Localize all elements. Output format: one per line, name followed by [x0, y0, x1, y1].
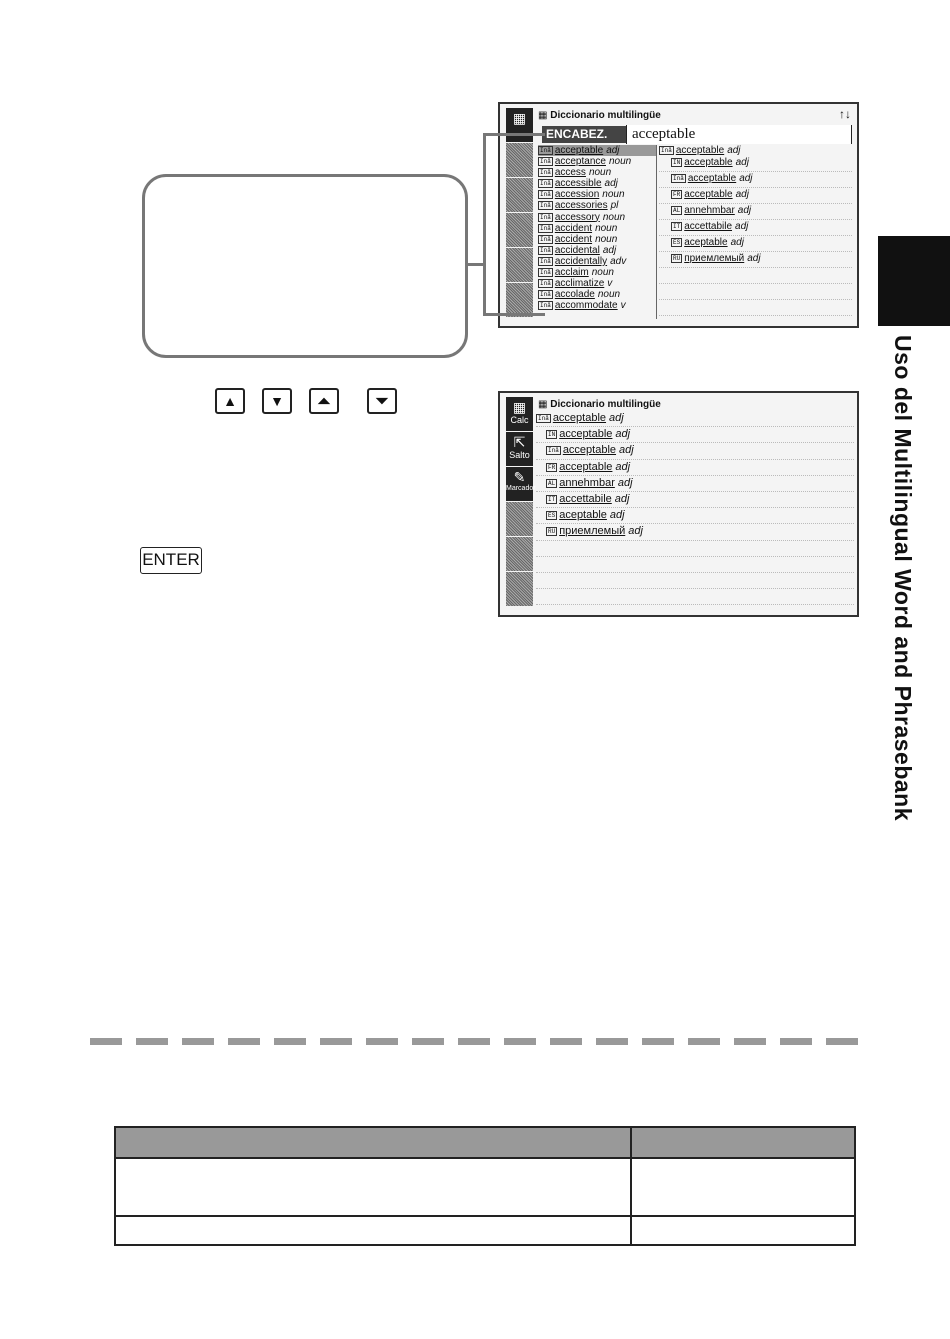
part-of-speech: adv: [610, 255, 627, 267]
entry-word: acceptable: [559, 460, 613, 473]
column-divider: [656, 145, 657, 319]
empty-line: [536, 541, 854, 557]
language-tag: Inå: [540, 213, 551, 221]
translation-item[interactable]: [536, 492, 854, 508]
part-of-speech: noun: [595, 233, 618, 245]
language-tag: Inå: [540, 147, 551, 154]
part-of-speech: v: [620, 300, 626, 312]
section-title: Uso del Multilingual Word and Phrasebank: [890, 335, 916, 822]
callout-connector: [467, 263, 483, 266]
entry-word: acceptance: [554, 156, 606, 168]
empty-line: [659, 300, 852, 316]
calculator-button[interactable]: [506, 108, 533, 142]
part-of-speech: adj: [609, 412, 624, 424]
salto-button[interactable]: [506, 432, 533, 466]
part-of-speech: adj: [730, 237, 744, 248]
marcador-label: Marcador: [506, 485, 536, 492]
screen-translations: [498, 391, 859, 617]
language-tag: IT: [673, 223, 681, 230]
list-item[interactable]: [538, 289, 656, 300]
translation-item: [659, 156, 852, 172]
language-tag: Inå: [540, 257, 551, 265]
marcador-button[interactable]: [506, 467, 536, 501]
table-header-cell: [115, 1127, 631, 1158]
search-input[interactable]: acceptable: [626, 125, 852, 144]
table-row: [115, 1158, 855, 1216]
part-of-speech: adj: [735, 189, 749, 200]
part-of-speech: noun: [602, 189, 625, 201]
head-entry: [659, 145, 852, 156]
translation-item[interactable]: [536, 460, 854, 476]
dashed-divider: [90, 1038, 860, 1045]
list-item[interactable]: [538, 200, 656, 211]
list-item[interactable]: [538, 178, 656, 189]
translation-item[interactable]: [536, 476, 854, 492]
entry-word: accident: [554, 233, 593, 245]
empty-line: [536, 589, 854, 605]
jump-icon: ⇱: [513, 434, 526, 450]
list-item[interactable]: [538, 145, 656, 156]
entry-word: accidental: [554, 244, 600, 256]
info-table: [114, 1126, 856, 1246]
scroll-arrows-icon: ↑↓: [839, 107, 851, 121]
table-cell: [631, 1158, 855, 1216]
language-tag: FR: [548, 463, 556, 471]
language-tag: Inå: [540, 191, 551, 199]
part-of-speech: adj: [606, 145, 620, 156]
list-item[interactable]: [538, 300, 656, 311]
language-tag: ES: [673, 239, 681, 246]
list-item[interactable]: [538, 212, 656, 223]
translation-item[interactable]: [536, 443, 854, 459]
part-of-speech: pl: [610, 200, 619, 212]
language-tag: Inå: [538, 415, 549, 422]
language-tag: IT: [548, 495, 556, 503]
language-tag: Inå: [673, 175, 684, 182]
part-of-speech: v: [607, 278, 613, 290]
empty-line: [659, 316, 852, 328]
language-tag: IN: [673, 159, 681, 166]
page-down-key[interactable]: ⏷: [367, 388, 397, 414]
language-tag: RU: [548, 528, 556, 536]
screen-sidebar: [506, 397, 536, 607]
language-tag: Inå: [540, 235, 551, 243]
entry-word: acclimatize: [554, 278, 605, 290]
list-item[interactable]: [538, 256, 656, 267]
entry-word: annehmbar: [559, 476, 615, 489]
enter-key[interactable]: ENTER: [140, 547, 202, 574]
list-item[interactable]: [538, 245, 656, 256]
part-of-speech: adj: [614, 492, 630, 505]
part-of-speech: adj: [735, 221, 749, 232]
part-of-speech: adj: [735, 157, 749, 168]
language-tag: Inå: [540, 169, 551, 177]
sidebar-empty-slot: [506, 248, 533, 282]
empty-line: [659, 284, 852, 300]
entry-word: aceptable: [684, 237, 728, 248]
translation-item: [659, 220, 852, 236]
calc-label: Calc: [510, 415, 529, 425]
part-of-speech: adj: [604, 178, 618, 190]
table-row: [115, 1216, 855, 1245]
translation-item[interactable]: [536, 524, 854, 540]
sidebar-empty-slot: [506, 213, 533, 247]
part-of-speech: adj: [609, 509, 625, 522]
translation-item: [659, 204, 852, 220]
salto-label: Salto: [509, 450, 530, 460]
sidebar-empty-slot: [506, 283, 533, 317]
list-item[interactable]: [538, 234, 656, 245]
language-tag: Inå: [540, 280, 551, 288]
entry-word: acceptable: [675, 145, 725, 156]
part-of-speech: adj: [739, 173, 753, 184]
callout-connector: [483, 313, 545, 316]
part-of-speech: adj: [727, 145, 741, 156]
table-cell: [115, 1216, 631, 1245]
language-tag: Inå: [548, 447, 559, 455]
list-item[interactable]: [538, 156, 656, 167]
translation-list: [536, 411, 854, 617]
part-of-speech: adj: [747, 253, 761, 264]
screen-title: ▦ Diccionario multilingüe: [538, 399, 661, 410]
part-of-speech: adj: [628, 525, 643, 538]
language-tag: Inå: [540, 302, 551, 310]
entry-word: приемлемый: [684, 253, 745, 264]
part-of-speech: noun: [608, 156, 632, 168]
translation-item: [659, 188, 852, 204]
language-tag: RU: [673, 255, 681, 262]
language-tag: AL: [548, 479, 556, 487]
up-arrow-key[interactable]: ▲: [215, 388, 245, 414]
entry-word: accolade: [554, 289, 595, 301]
entry-word: приемлемый: [559, 525, 626, 538]
entry-word: accessible: [554, 178, 602, 190]
entry-word: accommodate: [554, 300, 618, 312]
empty-line: [536, 557, 854, 573]
entry-word: acceptable: [559, 428, 613, 441]
part-of-speech: noun: [602, 211, 626, 223]
list-item[interactable]: [538, 189, 656, 200]
part-of-speech: noun: [595, 222, 618, 234]
part-of-speech: noun: [591, 267, 614, 279]
entry-word: aceptable: [559, 509, 607, 522]
list-item[interactable]: [538, 278, 656, 289]
language-tag: AL: [673, 207, 681, 214]
part-of-speech: adj: [619, 444, 634, 457]
translation-item[interactable]: [536, 508, 854, 524]
language-tag: ES: [548, 512, 556, 520]
entry-word: accidentally: [554, 255, 608, 267]
part-of-speech: adj: [737, 205, 752, 216]
table-cell: [115, 1158, 631, 1216]
entry-word: accession: [554, 189, 600, 201]
list-item[interactable]: [538, 223, 656, 234]
part-of-speech: noun: [597, 289, 621, 301]
list-item[interactable]: [538, 267, 656, 278]
calculator-icon: ▦: [512, 110, 527, 126]
screen-search-list: [498, 102, 859, 328]
screen-sidebar: [506, 108, 533, 318]
word-list: [538, 145, 656, 311]
page-up-key[interactable]: ⏶: [309, 388, 339, 414]
language-tag: Inå: [540, 224, 551, 232]
translation-item: [659, 252, 852, 268]
language-tag: Inå: [540, 158, 551, 166]
head-entry: [536, 411, 854, 427]
sidebar-empty-slot: [506, 572, 533, 606]
down-arrow-key[interactable]: ▼: [262, 388, 292, 414]
translation-item[interactable]: [536, 427, 854, 443]
table-cell: [631, 1216, 855, 1245]
sidebar-empty-slot: [506, 502, 533, 536]
callout-box: [142, 174, 468, 358]
header-label: ENCABEZ.: [542, 126, 628, 143]
entry-word: accessories: [554, 200, 608, 212]
entry-word: acceptable: [687, 173, 737, 184]
table-header-cell: [631, 1127, 855, 1158]
entry-word: acclaim: [554, 267, 589, 279]
callout-connector: [483, 133, 545, 136]
language-tag: IN: [548, 431, 556, 439]
empty-line: [659, 268, 852, 284]
entry-word: accettabile: [684, 221, 733, 232]
entry-word: accident: [554, 222, 593, 234]
translation-preview: [659, 145, 852, 328]
empty-line: [536, 573, 854, 589]
screen-title: ▦ Diccionario multilingüe: [538, 110, 661, 121]
calc-button[interactable]: [506, 397, 533, 431]
entry-word: annehmbar: [684, 205, 735, 216]
callout-connector: [483, 133, 486, 316]
section-tab: [878, 236, 950, 326]
sidebar-empty-slot: [506, 143, 533, 177]
entry-word: accettabile: [559, 492, 612, 505]
translation-item: [659, 172, 852, 188]
entry-word: acceptable: [562, 444, 617, 457]
table-header-row: [115, 1127, 855, 1158]
language-tag: FR: [673, 191, 681, 198]
part-of-speech: noun: [588, 167, 612, 179]
language-tag: Inå: [540, 246, 551, 254]
entry-word: acceptable: [684, 189, 733, 200]
part-of-speech: adj: [615, 428, 631, 441]
entry-word: access: [554, 167, 586, 179]
entry-word: acceptable: [554, 145, 604, 156]
part-of-speech: adj: [602, 244, 617, 256]
list-item[interactable]: [538, 167, 656, 178]
translation-item: [659, 236, 852, 252]
language-tag: Inå: [661, 147, 672, 154]
sidebar-empty-slot: [506, 178, 533, 212]
language-tag: Inå: [540, 291, 551, 299]
pen-icon: ✎: [513, 469, 526, 485]
language-tag: Inå: [540, 269, 551, 277]
language-tag: Inå: [540, 202, 551, 210]
entry-word: acceptable: [552, 412, 607, 424]
empty-line: [536, 605, 854, 617]
calculator-icon: ▦: [512, 399, 527, 415]
part-of-speech: adj: [617, 476, 633, 489]
entry-word: acceptable: [684, 157, 733, 168]
sidebar-empty-slot: [506, 537, 533, 571]
language-tag: Inå: [540, 180, 551, 188]
part-of-speech: adj: [615, 460, 631, 473]
entry-word: accessory: [554, 211, 600, 223]
